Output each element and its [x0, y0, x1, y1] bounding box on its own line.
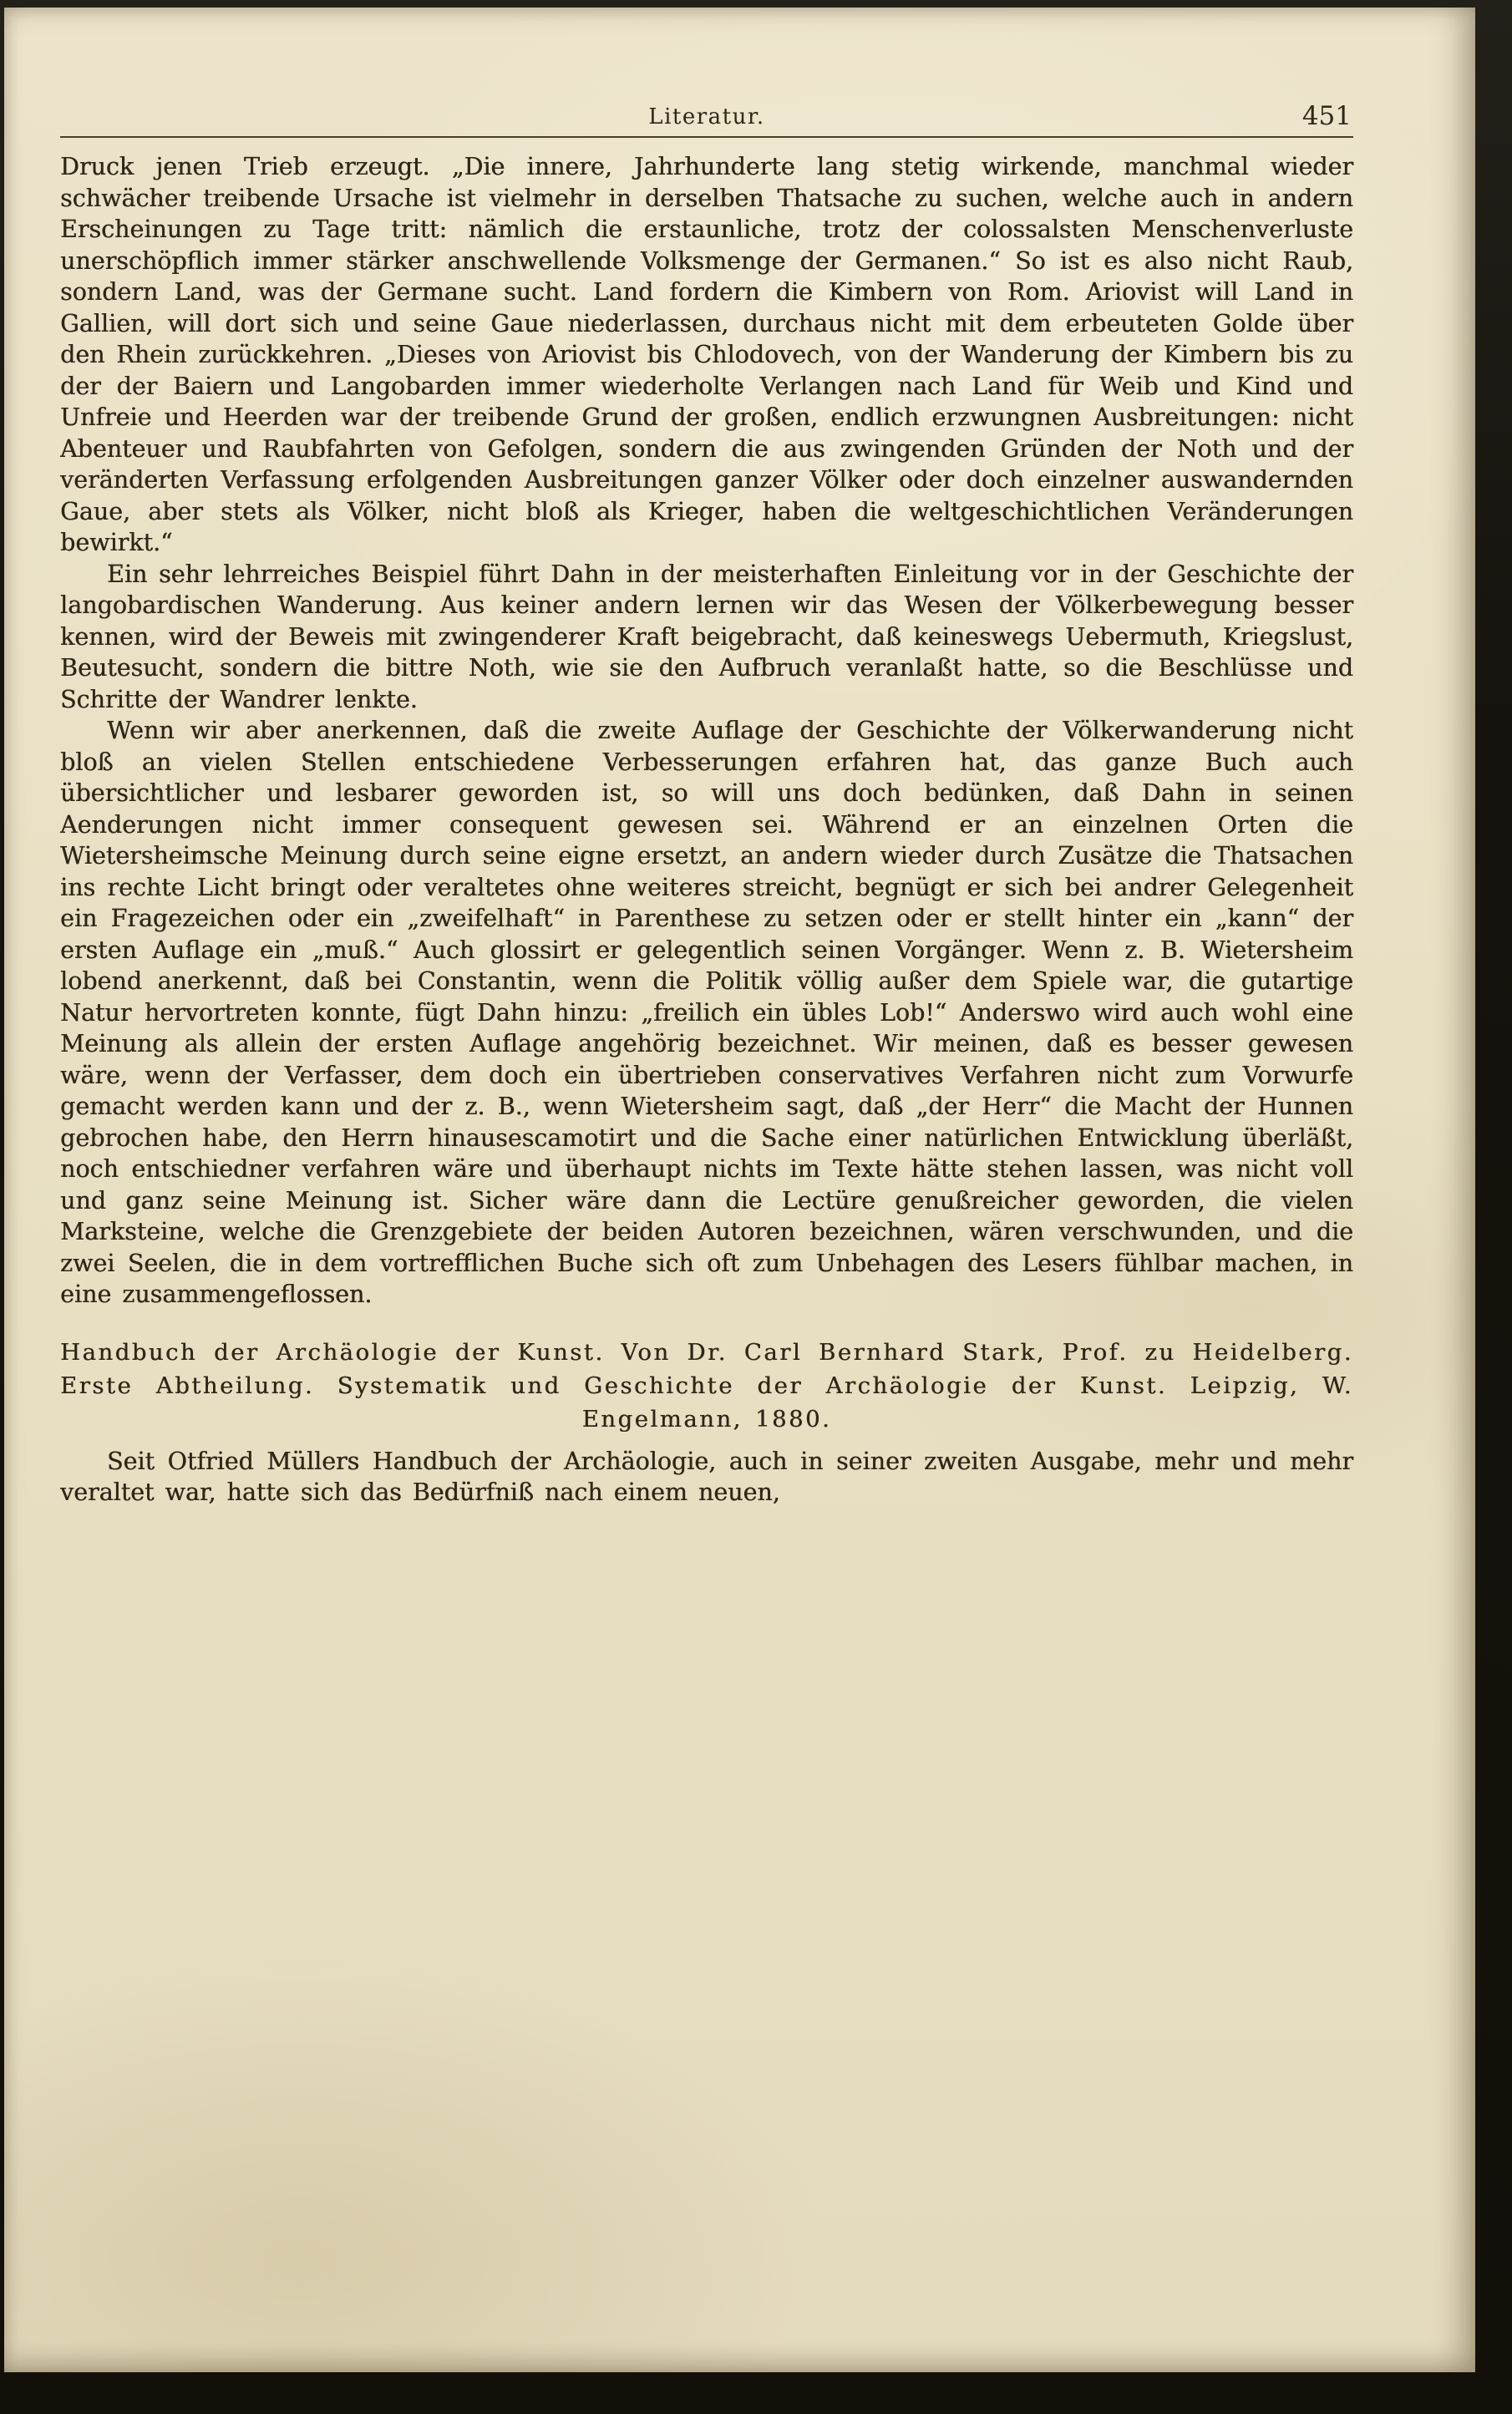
paragraph: Ein sehr lehrreiches Beispiel führt Dahn in der meisterhaften Einleitung vor in der Geschichte der langobardischen Wanderung. Aus keiner andern lernen wir das Wesen der Völkerbewegung besser kennen, wird der Beweis mit zwingenderer Kraft beigebracht, daß keineswegs Uebermuth, Kriegslust, Beutesucht, sondern die bittre Noth, wie sie den Aufbruch veranlaßt hatte, so die Beschlüsse und Schritte der Wandrer lenkte. — [60, 560, 1353, 713]
header-rule — [60, 136, 1353, 138]
closing-paragraph: Seit Otfried Müllers Handbuch der Archäologie, auch in seiner zweiten Ausgabe, mehr und mehr veraltet war, hatte sich das Bedürfniß nach einem neuen, — [60, 1447, 1353, 1506]
page-number: 451 — [1301, 101, 1352, 131]
paragraph-continuation: Druck jenen Trieb erzeugt. „Die innere, Jahrhunderte lang stetig wirkende, manchmal wieder schwächer treibende Ursache ist vielmehr in derselben Thatsache zu suchen, welche auch in andern Erscheinungen zu Tage tritt: nämlich die erstaunliche, trotz der colossalsten Menschenverluste unerschöpflich immer stärker anschwellende Volksmenge der Germanen.“ So ist es also nicht Raub, sondern Land, was der Germane sucht. Land fordern die Kimbern von Rom. Ariovist will Land in Gallien, will dort sich und seine Gaue niederlassen, durchaus nicht mit dem erbeuteten Golde über den Rhein zurückkehren. „Dieses von Ariovist bis Chlodovech, von der Wanderung der Kimbern bis zu der der Baiern und Langobarden immer wiederholte Verlangen nach Land für Weib und Kind und Unfreie und Heerden war der treibende Grund der großen, endlich erzwungnen Ausbreitungen: nicht Abenteuer und Raubfahrten von Gefolgen, sondern die aus zwingenden Gründen der Noth und der veränderten Verfassung erfolgenden Ausbreitungen ganzer Völker oder doch einzelner auswandernden Gaue, aber stets als Völker, nicht bloß als Krieger, haben die weltgeschichtlichen Veränderungen bewirkt.“ — [60, 153, 1353, 556]
body-text — [60, 151, 1353, 1509]
running-title: Literatur. — [648, 104, 765, 129]
paragraph: Wenn wir aber anerkennen, daß die zweite Auflage der Geschichte der Völkerwanderung nicht bloß an vielen Stellen entschiedene Verbesserungen erfahren hat, das ganze Buch auch übersichtlicher und lesbarer geworden ist, so will uns doch bedünken, daß Dahn in seinen Aenderungen nicht immer consequent gewesen sei. Während er an einzelnen Orten die Wietersheimsche Meinung durch seine eigne ersetzt, an andern wieder durch Zusätze die Thatsachen ins rechte Licht bringt oder veraltetes ohne weiteres streicht, begnügt er sich bei andrer Gelegenheit ein Fragezeichen oder ein „zweifelhaft“ in Parenthese zu setzen oder er stellt hinter ein „kann“ der ersten Auflage ein „muß.“ Auch glossirt er gelegentlich seinen Vorgänger. Wenn z. B. Wietersheim lobend anerkennt, daß bei Constantin, wenn die Politik völlig außer dem Spiele war, die gutartige Natur hervortreten konnte, fügt Dahn hinzu: „freilich ein übles Lob!“ Anderswo wird auch wohl eine Meinung als allein der ersten Auflage angehörig bezeichnet. Wir meinen, daß es besser gewesen wäre, wenn der Verfasser, dem doch ein übertrieben conservatives Verfahren nicht zum Vorwurfe gemacht werden kann und der z. B., wenn Wietersheim sagt, daß „der Herr“ die Macht der Hunnen gebrochen habe, den Herrn hinausescamotirt und die Sache einer natürlichen Entwicklung überläßt, noch entschiedner verfahren wäre und überhaupt nichts im Texte hätte stehen lassen, was nicht voll und ganz seine Meinung ist. Sicher wäre dann die Lectüre genußreicher geworden, die vielen Marksteine, welche die Grenzgebiete der beiden Autoren bezeichnen, wären verschwunden, und die zwei Seelen, die in dem vortrefflichen Buche sich oft zum Unbehagen des Lesers fühlbar machen, in eine zusammengeflossen. — [60, 717, 1353, 1308]
text-column — [60, 101, 1353, 1509]
page-header — [60, 101, 1353, 136]
book-page — [4, 8, 1475, 2372]
review-heading: Handbuch der Archäologie der Kunst. Von Dr. Carl Bernhard Stark, Prof. zu Heidelberg. Erste Abtheilung. Systematik und Geschichte der Archäologie der Kunst. Leipzig, W. Engelmann, 1880. — [60, 1338, 1353, 1433]
